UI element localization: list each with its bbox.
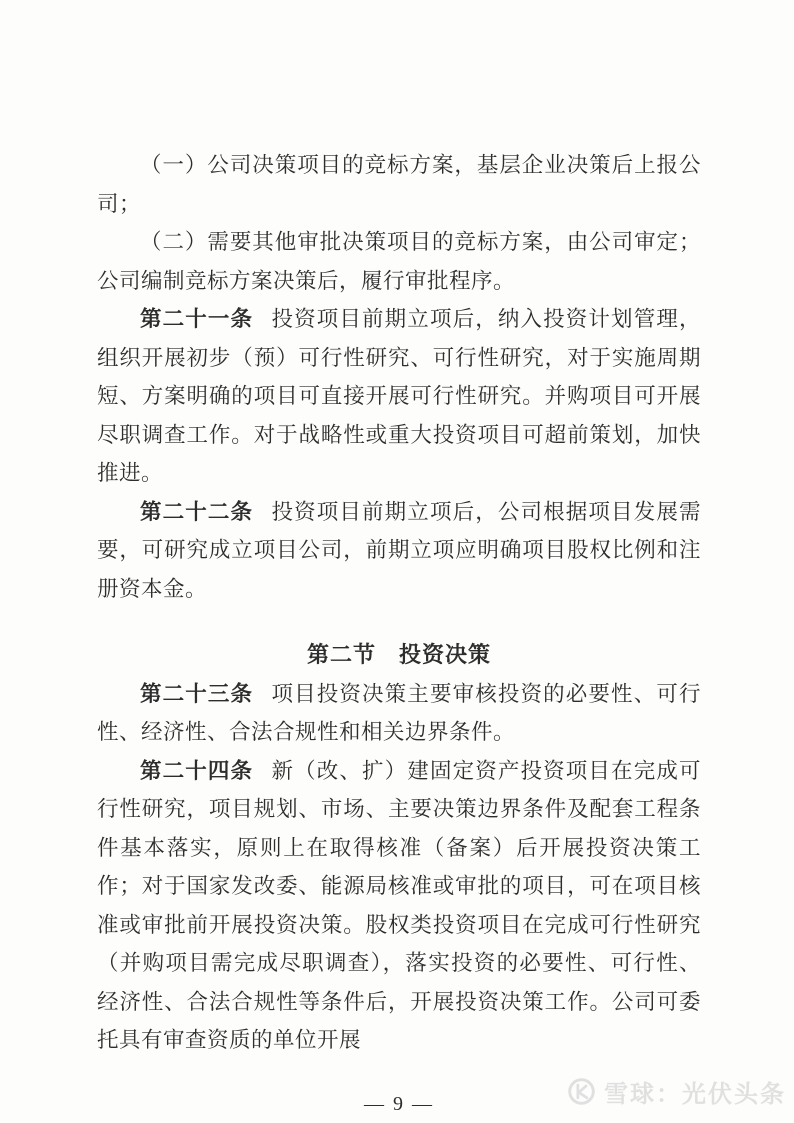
article-number: 第二十四条	[140, 758, 254, 783]
paragraph-text: 投资项目前期立项后，公司根据项目发展需要，可研究成立项目公司，前期立项应明确项目股权比例和注册资本金。	[97, 499, 701, 601]
section-heading: 第二节 投资决策	[306, 642, 491, 667]
paragraph-text: （二）需要其他审批决策项目的竞标方案，由公司审定；公司编制竞标方案决策后，履行审批程序。	[97, 230, 701, 293]
xueqiu-logo-icon	[567, 1077, 596, 1106]
paragraph-article-21	[97, 300, 701, 493]
watermark-text: 雪球：光伏头条	[604, 1081, 786, 1108]
paragraph-item-2	[97, 223, 701, 300]
paragraph-article-23	[97, 675, 701, 752]
watermark	[567, 1074, 786, 1109]
article-number: 第二十二条	[140, 499, 254, 524]
paragraph-text: 项目投资决策主要审核投资的必要性、可行性、经济性、合法合规性和相关边界条件。	[97, 681, 701, 744]
article-number: 第二十三条	[140, 681, 254, 706]
page-number: — 9 —	[364, 1092, 434, 1115]
paragraph-article-22	[97, 493, 701, 609]
document-body	[97, 146, 701, 1123]
paragraph-text: （一）公司决策项目的竞标方案，基层企业决策后上报公司；	[97, 153, 701, 216]
paragraph-item-1	[97, 146, 701, 223]
paragraph-text: 投资项目前期立项后，纳入投资计划管理，组织开展初步（预）可行性研究、可行性研究，对于实施周期短、方案明确的项目可直接开展可行性研究。并购项目可开展尽职调查工作。对于战略性或重大投资项目可超前策划，加快推进。	[97, 307, 701, 485]
paragraph-text: 新（改、扩）建固定资产投资项目在完成可行性研究，项目规划、市场、主要决策边界条件及配套工程条件基本落实，原则上在取得核准（备案）后开展投资决策工作；对于国家发改委、能源局核准或审批的项目，可在项目核准或审批前开展投资决策。股权类投资项目在完成可行性研究（并购项目需完成尽职调查），落实投资的必要性、可行性、经济性、合法合规性等条件后，开展投资决策工作。公司可委托具有审查资质的单位开展	[97, 758, 701, 1052]
paragraph-article-24	[97, 752, 701, 1060]
article-number: 第二十一条	[140, 307, 254, 331]
